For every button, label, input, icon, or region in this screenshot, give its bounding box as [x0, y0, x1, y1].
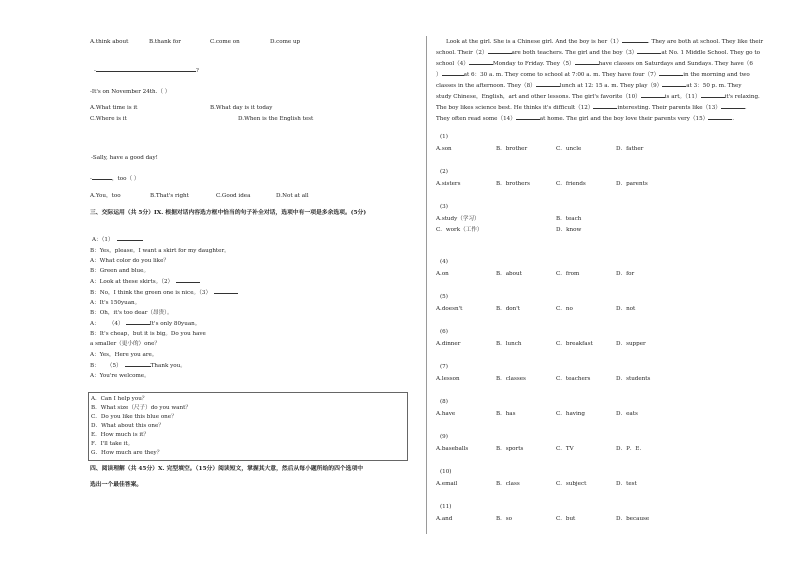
passage-line-6: study Chinese，English，art and other lessons. The girl's favorite（10） is art。（11） it's relaxing.	[436, 94, 760, 100]
option-b[interactable]: B．about	[496, 271, 522, 277]
option-b[interactable]: B．sports	[496, 446, 524, 452]
option-c[interactable]: C．breakfast	[556, 341, 593, 347]
option-d[interactable]: D．know	[556, 227, 582, 233]
dialog-line: B：It's cheap，but it is big。Do you have	[90, 331, 206, 337]
option-d[interactable]: D．because	[616, 516, 650, 522]
question-number: (7)	[440, 364, 448, 370]
question-number: (2)	[440, 169, 448, 175]
passage-blank-2[interactable]	[488, 53, 512, 54]
passage-blank-6[interactable]	[442, 75, 464, 76]
dialog-blank-4[interactable]	[126, 324, 150, 325]
question-blank-line: - ?	[94, 68, 199, 74]
passage-blank-7[interactable]	[659, 75, 683, 76]
option-d[interactable]: D．father	[616, 146, 644, 152]
option-d[interactable]: D.When is the English test	[238, 116, 314, 122]
option-a[interactable]: A.dinner	[436, 341, 461, 347]
question-number: (1)	[440, 134, 448, 140]
dialog-line: A：Look at these skirts。（2）	[90, 279, 200, 286]
passage-line-5: classes in the afternoon. They（8） lunch at 12: 15 a. m. They play（9） at 3：50 p. m. They	[436, 83, 742, 89]
option-c[interactable]: C．subject	[556, 481, 587, 487]
option-d[interactable]: D．supper	[616, 341, 646, 347]
passage-blank-11[interactable]	[701, 97, 725, 98]
question-number: (10)	[440, 469, 452, 475]
option-a[interactable]: A.lesson	[436, 376, 460, 382]
option-b[interactable]: B．lunch	[496, 341, 522, 347]
option-d[interactable]: D．for	[616, 271, 635, 277]
option-b[interactable]: B．brothers	[496, 181, 531, 187]
passage-blank-15[interactable]	[708, 119, 732, 120]
option-c[interactable]: C．uncle	[556, 146, 582, 152]
option-a[interactable]: A.email	[436, 481, 458, 487]
option-a[interactable]: A.and	[436, 516, 453, 522]
passage-line-4: ） at 6：30 a. m. They come to school at 7:00 a. m. They have four（7） in the morning and two	[436, 72, 750, 78]
section3-heading: 三、交际运用（共 5分）IX. 根据对话内容选方框中恰当的句子补全对话，选项中有一项是多余选项。(5分)	[90, 210, 367, 216]
option-d[interactable]: D．test	[616, 481, 637, 487]
option-c[interactable]: C．work（工作）	[436, 227, 483, 233]
option-a[interactable]: A.What time is it	[90, 105, 138, 111]
reply-line: - ，too（ ）	[90, 176, 140, 182]
dialog-line: B： （5） Thank you。	[90, 363, 186, 369]
question-answer-line: -It's on November 24th.（ ）	[90, 89, 171, 95]
answer-blank[interactable]	[96, 71, 196, 72]
passage-blank-4[interactable]	[469, 64, 493, 65]
question-number: (3)	[440, 204, 448, 210]
option-a[interactable]: A.baseballs	[436, 446, 469, 452]
dialog-blank-3[interactable]	[214, 293, 238, 294]
option-d[interactable]: D．not	[616, 306, 636, 312]
option-c[interactable]: C.Good idea	[216, 193, 251, 199]
passage-blank-13[interactable]	[721, 108, 745, 109]
passage-line-1: Look at the girl. She is a Chinese girl. And the boy is her（1） . They are both at school. They like their	[446, 39, 764, 45]
option-a[interactable]: A.on	[436, 271, 449, 277]
question-number: (8)	[440, 399, 448, 405]
dialog-line: A： （4） It's only 80yuan。	[90, 321, 201, 327]
dialog-line: A：It's 150yuan。	[90, 300, 141, 306]
passage-blank-12[interactable]	[593, 108, 617, 109]
option-b[interactable]: B．class	[496, 481, 520, 487]
option-d[interactable]: D．students	[616, 376, 651, 382]
passage-blank-14[interactable]	[516, 119, 540, 120]
option-b[interactable]: B.thank for	[149, 39, 181, 45]
option-b[interactable]: B．so	[496, 516, 512, 522]
dialog-line: A：You're welcome。	[90, 373, 150, 379]
dialog-line: A：（1）	[92, 237, 143, 244]
passage-blank-1[interactable]	[622, 42, 648, 43]
option-b[interactable]: B．teach	[556, 216, 582, 222]
option-d[interactable]: D.Not at all	[276, 193, 309, 199]
box-option-b[interactable]: B．What size（尺子）do you want？	[91, 405, 191, 411]
option-c[interactable]: C.Where is it	[90, 116, 127, 122]
dialog-line: A：Yes，Here you are。	[90, 352, 158, 358]
box-option-f[interactable]: F．I'll take it。	[91, 441, 134, 447]
question-number: (6)	[440, 329, 448, 335]
question-number: (4)	[440, 259, 448, 265]
option-c[interactable]: C．no	[556, 306, 573, 312]
option-b[interactable]: B.That's right	[150, 193, 189, 199]
option-b[interactable]: B．brother	[496, 146, 528, 152]
passage-blank-10[interactable]	[641, 97, 665, 98]
passage-blank-5[interactable]	[575, 64, 599, 65]
left-column	[88, 0, 410, 562]
column-divider	[426, 36, 427, 534]
option-b[interactable]: B.What day is it today	[210, 105, 273, 111]
option-c[interactable]: C.come on	[210, 39, 240, 45]
option-c[interactable]: C．but	[556, 516, 576, 522]
dialog-line: B：Green and blue。	[90, 268, 150, 274]
option-a[interactable]: A.have	[436, 411, 456, 417]
option-a[interactable]: A.doesn't	[436, 306, 463, 312]
option-b[interactable]: B．has	[496, 411, 516, 417]
dialog-blank-5[interactable]	[125, 366, 151, 367]
box-option-e[interactable]: E．How much is it？	[91, 432, 149, 438]
question-number: (9)	[440, 434, 448, 440]
option-d[interactable]: D．parents	[616, 181, 648, 187]
option-b[interactable]: B．don't	[496, 306, 521, 312]
passage-line-3: school（4） Monday to Friday. They（5） have classes on Saturdays and Sundays. They have（6	[436, 61, 753, 67]
option-d[interactable]: D.come up	[270, 39, 301, 45]
dialog-blank-1[interactable]	[117, 240, 143, 241]
dialog-line: a smaller（更小的）one？	[90, 341, 161, 347]
box-option-g[interactable]: G．How much are they？	[91, 450, 163, 456]
option-a[interactable]: A.son	[436, 146, 452, 152]
option-d[interactable]: D．P．E．	[616, 446, 646, 452]
dialog-line: A：What color do you like？	[90, 258, 169, 264]
box-option-a[interactable]: A．Can I help you？	[91, 396, 148, 402]
box-option-c[interactable]: C．Do you like this blue one？	[91, 414, 177, 420]
option-c[interactable]: C．TV	[556, 446, 574, 452]
reply-blank[interactable]	[92, 179, 112, 180]
option-d[interactable]: D．eats	[616, 411, 638, 417]
box-option-d[interactable]: D．What about this one？	[91, 423, 164, 429]
option-c[interactable]: C．having	[556, 411, 585, 417]
options-box	[88, 392, 408, 461]
option-c[interactable]: C．from	[556, 271, 580, 277]
passage-blank-9[interactable]	[662, 86, 686, 87]
dialog-line: B：Oh，it's too dear（昂贵）。	[90, 310, 173, 316]
question-number: (11)	[440, 504, 452, 510]
passage-blank-3[interactable]	[637, 53, 661, 54]
option-b[interactable]: B．classes	[496, 376, 526, 382]
question-number: (5)	[440, 294, 448, 300]
dialog-blank-2[interactable]	[176, 282, 200, 283]
sally-line: -Sally, have a good day!	[91, 155, 158, 161]
passage-line-7: The boy likes science best. He thinks it's difficult（12） interesting. Their parents like（13） .	[436, 105, 747, 111]
passage-line-8: They often read some（14） at home. The girl and the boy love their parents very（15） .	[436, 116, 735, 122]
right-column	[436, 0, 768, 562]
option-a[interactable]: A.You，too	[90, 193, 121, 199]
option-a[interactable]: A.think about	[90, 39, 129, 45]
passage-line-2: school. Their（2） are both teachers. The girl and the boy（3） at No. 1 Middle School. They go to	[436, 50, 760, 56]
section4-heading-line1: 四、阅读理解（共 45分）X. 完型填空。（15分）阅读短文，掌握其大意，然后从每小题所给的四个选项中	[90, 466, 364, 472]
section4-heading-line2: 选出一个最佳答案。	[90, 482, 143, 488]
option-a[interactable]: A.study（学习）	[436, 216, 480, 222]
option-c[interactable]: C．teachers	[556, 376, 591, 382]
dialog-line: B：No，I think the green one is nice。（3）	[90, 290, 238, 297]
passage-blank-8[interactable]	[536, 86, 560, 87]
dialog-line: B：Yes，please。I want a skirt for my daughter。	[90, 248, 230, 254]
option-c[interactable]: C．friends	[556, 181, 586, 187]
option-a[interactable]: A.sisters	[436, 181, 461, 187]
